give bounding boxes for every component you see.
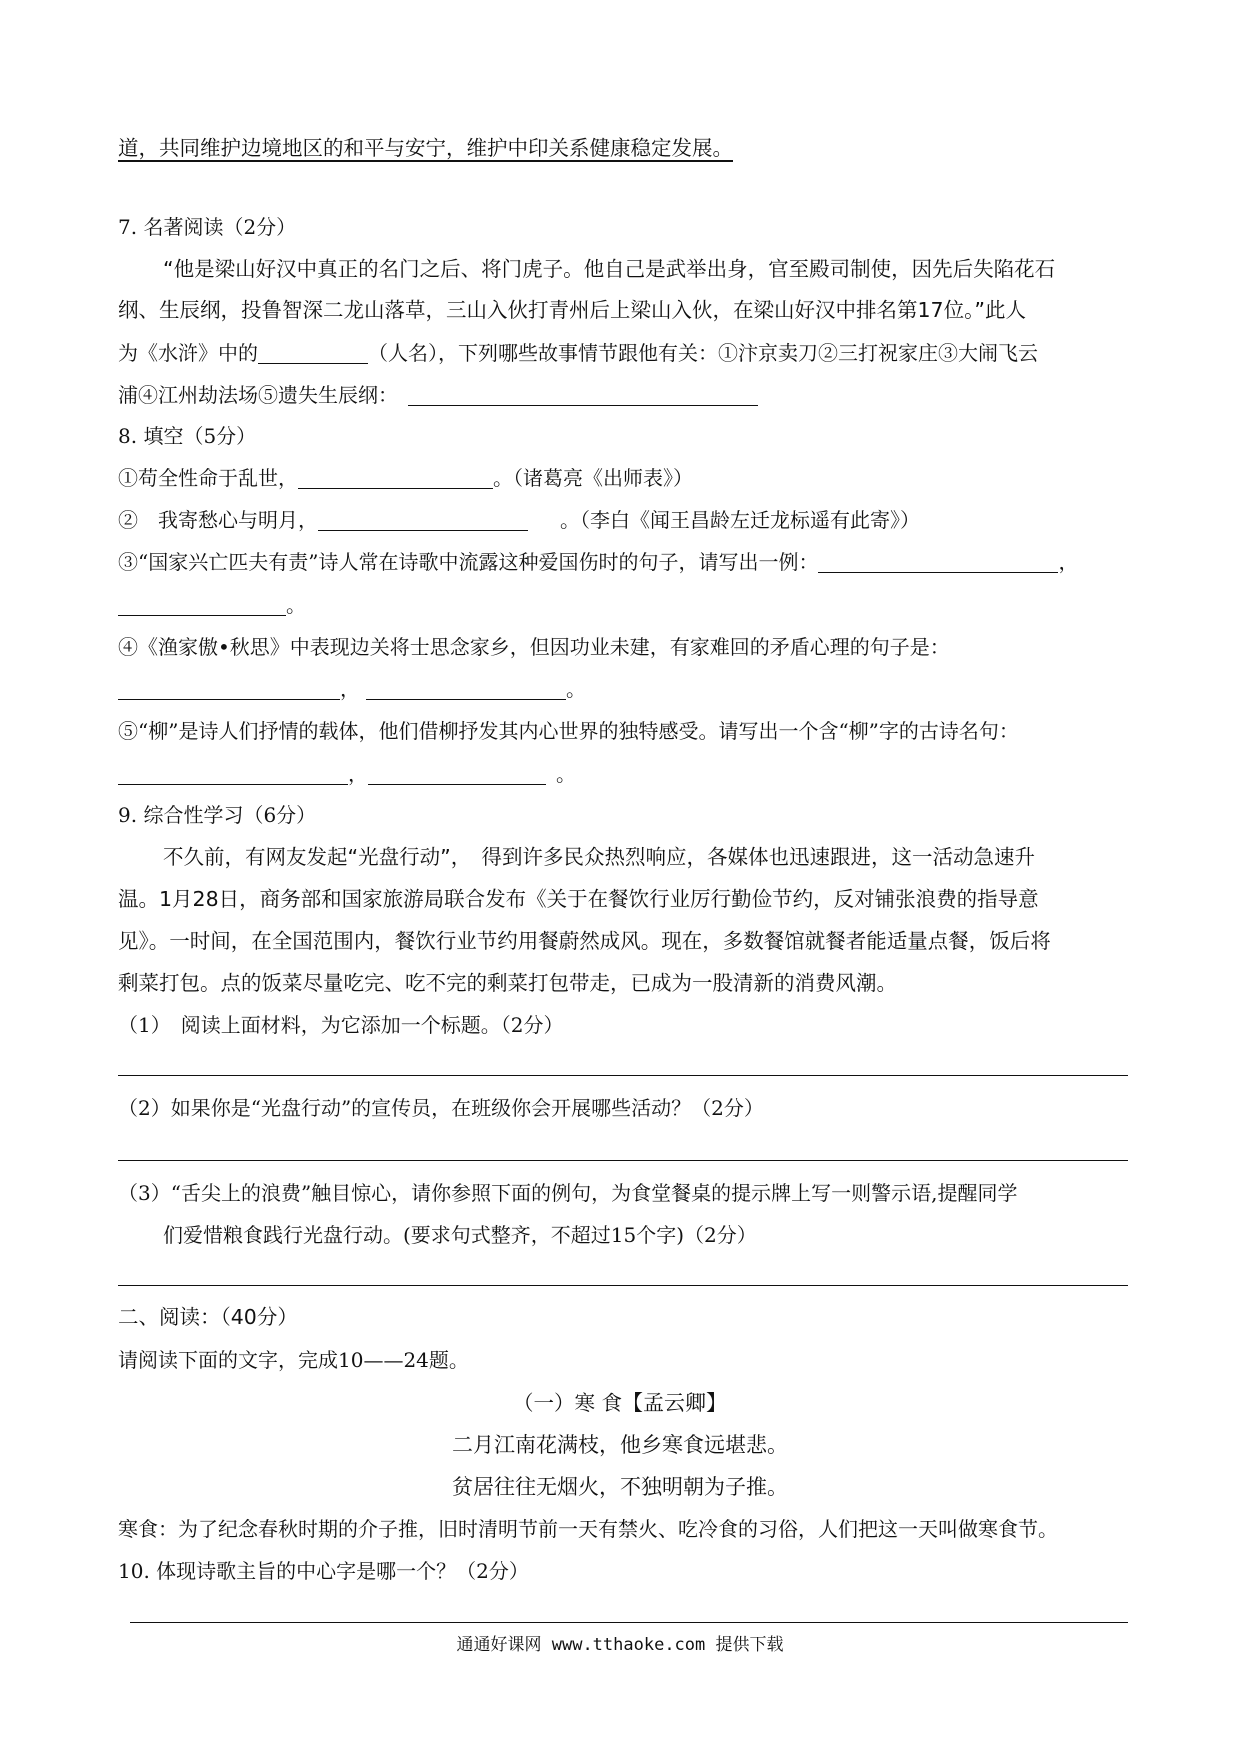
q8-text: 。（诸葛亮《出师表》） <box>493 466 693 490</box>
footer-divider <box>130 1622 1128 1623</box>
q8-text: ③“国家兴亡匹夫有责”诗人常在诗歌中流露这种爱国伤时的句子，请写出一例： <box>118 550 819 574</box>
q7-text: 浦④江州劫法场⑤遗失生辰纲： <box>118 383 398 407</box>
section2-intro: 请阅读下面的文字，完成10——24题。 <box>118 1348 469 1372</box>
q8-blank-5a[interactable] <box>118 762 348 785</box>
q8-title: 8. 填空（5分） <box>118 424 257 448</box>
q8-text: ①苟全性命于乱世， <box>118 466 298 490</box>
q9-title: 9. 综合性学习（6分） <box>118 803 317 827</box>
q7-para-line4 <box>118 380 758 410</box>
q7-para-line2: 纲、生辰纲，投鲁智深二龙山落草，三山入伙打青州后上梁山入伙，在梁山好汉中排名第17位。”此人 <box>118 298 1026 322</box>
q8-item3 <box>118 547 1078 577</box>
q7-name-blank[interactable] <box>258 341 368 364</box>
q8-blank-1[interactable] <box>298 466 493 489</box>
q8-item2 <box>118 505 920 535</box>
q7-text: （人名），下列哪些故事情节跟他有关：①汴京卖刀②三打祝家庄③大闹飞云 <box>368 341 1038 365</box>
q8-blank-4b[interactable] <box>366 677 566 700</box>
q8-text: 。（李白《闻王昌龄左迁龙标遥有此寄》） <box>560 508 920 532</box>
q9-sub3-line2: 们爱惜粮食践行光盘行动。(要求句式整齐，不超过15个字)（2分） <box>163 1223 757 1247</box>
q9-para-line3: 见》。一时间，在全国范围内，餐饮行业节约用餐蔚然成风。现在，多数餐馆就餐者能适量点餐，饭后将 <box>118 929 1051 953</box>
q8-text: ② 我寄愁心与明月， <box>118 508 318 532</box>
q8-text: ， <box>1058 550 1079 574</box>
q9-answer-line-2[interactable] <box>118 1160 1128 1161</box>
q7-para-line1: “他是梁山好汉中真正的名门之后、将门虎子。他自己是武举出身，官至殿司制使，因先后失陷花石 <box>163 257 1056 281</box>
q8-item5: ⑤“柳”是诗人们抒情的载体，他们借柳抒发其内心世界的独特感受。请写出一个含“柳”字的古诗名句： <box>118 719 1019 743</box>
q9-sub3-line1: （3）“舌尖上的浪费”触目惊心，请你参照下面的例句，为食堂餐桌的提示牌上写一则警示语,提醒同学 <box>118 1181 1018 1205</box>
q9-answer-line-3[interactable] <box>118 1285 1128 1286</box>
q7-plot-blank[interactable] <box>408 383 758 406</box>
q9-para-line1: 不久前，有网友发起“光盘行动”， 得到许多民众热烈响应，各媒体也迅速跟进，这一活动急速升 <box>163 845 1035 869</box>
q8-blank-3a[interactable] <box>818 550 1058 573</box>
q8-item3-cont <box>118 590 306 620</box>
q9-sub1: （1） 阅读上面材料，为它添加一个标题。（2分） <box>118 1013 564 1037</box>
section2-title: 二、阅读：（40分） <box>118 1305 298 1329</box>
q8-text: 。 <box>566 677 586 701</box>
q8-text: 。 <box>286 593 306 617</box>
q8-item5-cont <box>118 759 576 789</box>
q8-blank-4a[interactable] <box>118 677 340 700</box>
q8-blank-3b[interactable] <box>118 593 286 616</box>
q8-item1 <box>118 463 693 493</box>
q8-text: ， <box>340 677 360 701</box>
q8-blank-2[interactable] <box>318 508 528 531</box>
q7-title: 7. 名著阅读（2分） <box>118 215 297 239</box>
q9-answer-line-1[interactable] <box>118 1075 1128 1076</box>
q10-question: 10. 体现诗歌主旨的中心字是哪一个？（2分） <box>118 1559 529 1583</box>
poem-line-2: 贫居往往无烟火，不独明朝为子推。 <box>452 1475 788 1499</box>
poem-title: （一）寒 食 <box>512 1391 623 1415</box>
q8-text: ， <box>348 762 368 786</box>
poem-heading <box>0 1388 1240 1418</box>
q7-text: 为《水浒》中的 <box>118 341 258 365</box>
q9-para-line2: 温。1月28日，商务部和国家旅游局联合发布《关于在餐饮行业厉行勤俭节约，反对铺张浪费的指导意 <box>118 887 1039 911</box>
q8-item4: ④《渔家傲•秋思》中表现边关将士思念家乡，但因功业未建，有家难回的矛盾心理的句子是： <box>118 635 950 659</box>
q8-text: 。 <box>556 762 576 786</box>
continued-text-line: 道，共同维护边境地区的和平与安宁，维护中印关系健康稳定发展。 <box>118 136 733 160</box>
q9-para-line4: 剩菜打包。点的饭菜尽量吃完、吃不完的剩菜打包带走，已成为一股清新的消费风潮。 <box>118 971 897 995</box>
q8-item4-cont <box>118 674 586 704</box>
poem-note: 寒食：为了纪念春秋时期的介子推，旧时清明节前一天有禁火、吃冷食的习俗，人们把这一天叫做寒食节。 <box>118 1517 1058 1541</box>
q8-blank-5b[interactable] <box>368 762 546 785</box>
q7-para-line3 <box>118 338 1038 368</box>
poem-line-1: 二月江南花满枝，他乡寒食远堪悲。 <box>452 1433 788 1457</box>
poem-author: 【孟云卿】 <box>622 1391 728 1415</box>
q9-sub2: （2）如果你是“光盘行动”的宣传员，在班级你会开展哪些活动？（2分） <box>118 1096 764 1120</box>
footer-text: 通通好课网 www.tthaoke.com 提供下载 <box>456 1635 784 1655</box>
